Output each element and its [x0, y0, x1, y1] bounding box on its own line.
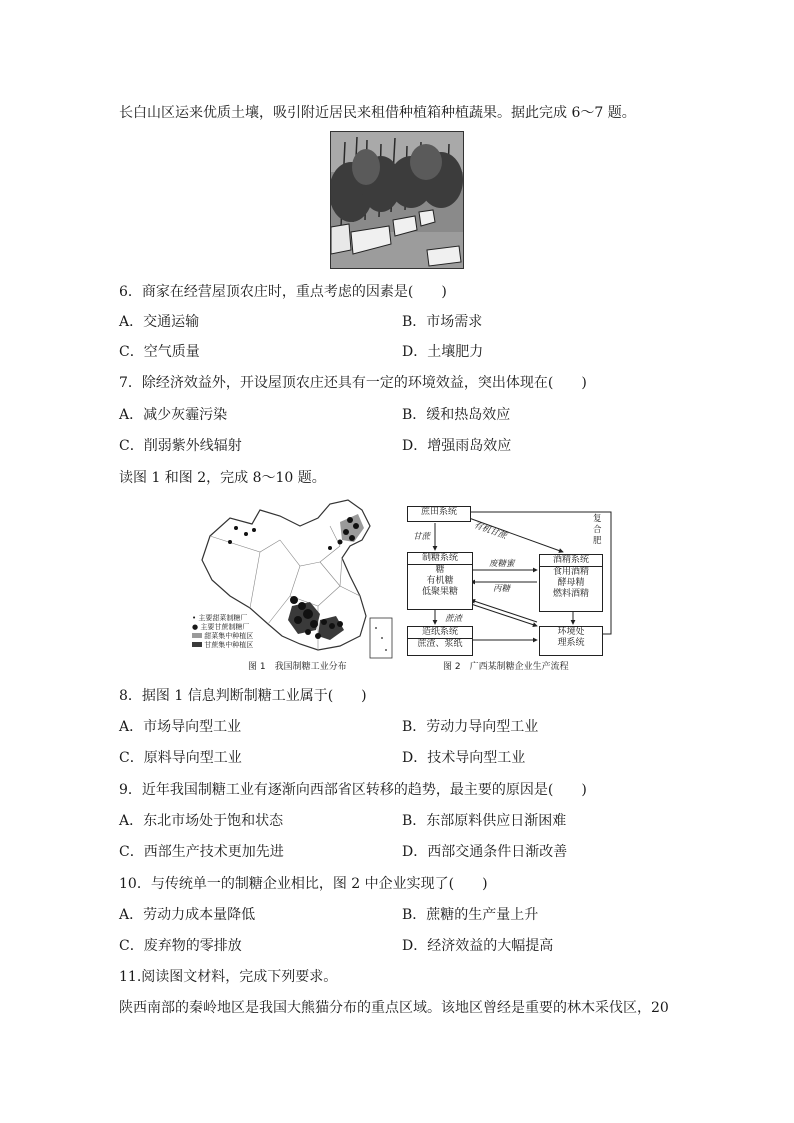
question-10-stem: 10．与传统单一的制糖企业相比，图 2 中企业实现了( ) — [119, 876, 488, 892]
box-item: 低聚果糖 — [421, 587, 458, 597]
box-item: 有机糖 — [426, 576, 454, 586]
legend-label: 主要甜菜制糖厂 — [198, 614, 248, 622]
question-7-stem: 7．除经济效益外，开设屋顶农庄还具有一定的环境效益，突出体现在( ) — [119, 375, 587, 391]
legend-beet-area — [192, 632, 288, 641]
q7-option-c[interactable]: C．削弱紫外线辐射 — [119, 438, 242, 454]
q6-option-a[interactable]: A．交通运输 — [119, 314, 200, 330]
q10-option-b[interactable]: B．蔗糖的生产量上升 — [402, 907, 539, 923]
box-item: 食用酒精 — [552, 567, 589, 577]
box-item: 蔗渣、浆纸 — [417, 639, 463, 649]
label-molasses: 废糖蜜 — [489, 559, 515, 569]
q8-option-a[interactable]: A．市场导向型工业 — [119, 719, 242, 735]
q9-option-d[interactable]: D．西部交通条件日渐改善 — [402, 844, 568, 860]
q9-option-a[interactable]: A．东北市场处于饱和状态 — [119, 813, 284, 829]
box-title: 制糖系统 — [408, 553, 472, 565]
q8-option-d[interactable]: D．技术导向型工业 — [402, 750, 526, 766]
q7-option-a[interactable]: A．减少灰霾污染 — [119, 407, 228, 423]
label-bagasse: 蔗渣 — [445, 614, 463, 624]
legend-label: 主要甘蔗制糖厂 — [200, 623, 250, 631]
gray-swatch-icon — [192, 633, 202, 638]
figure-1-caption: 图 1 我国制糖工业分布 — [248, 662, 347, 672]
figure-2-caption: 图 2 广西某制糖企业生产流程 — [443, 662, 569, 672]
box-title: 酒精系统 — [540, 555, 602, 567]
box-title: 造纸系统 — [408, 627, 472, 639]
figure-1-map — [190, 496, 398, 676]
box-item: 酵母精 — [557, 578, 585, 588]
question-11-stem: 11.阅读图文材料，完成下列要求。 — [119, 969, 338, 985]
q7-option-b[interactable]: B．缓和热岛效应 — [402, 407, 511, 423]
label-organic-sugarcane: 有机甘蔗 — [472, 520, 508, 542]
label-sugarcane: 甘蔗 — [413, 532, 431, 542]
q6-option-b[interactable]: B．市场需求 — [402, 314, 483, 330]
black-swatch-icon — [192, 642, 202, 647]
dot-icon: • — [192, 614, 197, 622]
label-compound-fertilizer — [593, 514, 602, 547]
paper-system-box — [407, 626, 473, 656]
label-acetone: 丙糖 — [493, 584, 511, 594]
legend-cane-area — [192, 641, 288, 650]
box-item: 糖 — [435, 565, 445, 575]
intro-text: 长白山区运来优质土壤，吸引附近居民来租借种植箱种植蔬果。据此完成 6～7 题。 — [119, 105, 636, 121]
q6-option-d[interactable]: D．土壤肥力 — [402, 344, 484, 360]
q8-option-c[interactable]: C．原料导向型工业 — [119, 750, 242, 766]
q10-option-d[interactable]: D．经济效益的大幅提高 — [402, 938, 554, 954]
q6-option-c[interactable]: C．空气质量 — [119, 344, 200, 360]
legend-label: 甘蔗集中种植区 — [204, 641, 254, 649]
environment-system-box — [539, 626, 603, 656]
legend-cane-factory — [192, 623, 288, 632]
question-9-stem: 9．近年我国制糖工业有逐渐向西部省区转移的趋势，最主要的原因是( ) — [119, 782, 587, 798]
q7-option-d[interactable]: D．增强雨岛效应 — [402, 438, 512, 454]
legend-beet-factory — [192, 614, 288, 623]
alcohol-system-box — [539, 554, 603, 612]
q9-option-c[interactable]: C．西部生产技术更加先进 — [119, 844, 284, 860]
q9-option-b[interactable]: B．东部原料供应日渐困难 — [402, 813, 567, 829]
rooftop-farm-photo — [330, 131, 464, 269]
sugar-system-box — [407, 552, 473, 610]
question-11-material: 陕西南部的秦岭地区是我国大熊猫分布的重点区域。该地区曾经是重要的林木采伐区，20 — [119, 1000, 669, 1016]
box-item: 环境处 — [557, 627, 585, 637]
q8-option-b[interactable]: B．劳动力导向型工业 — [402, 719, 539, 735]
label-char: 复 — [593, 514, 602, 524]
label-char: 合 — [593, 525, 602, 535]
dot-icon: ● — [192, 623, 199, 631]
q10-option-c[interactable]: C．废弃物的零排放 — [119, 938, 242, 954]
figure-2-flowchart — [403, 504, 617, 676]
field-system-box: 蔗田系统 — [407, 506, 471, 522]
legend-label: 甜菜集中种植区 — [204, 632, 254, 640]
q10-option-a[interactable]: A．劳动力成本量降低 — [119, 907, 256, 923]
label-char: 肥 — [593, 536, 602, 546]
question-6-stem: 6．商家在经营屋顶农庄时，重点考虑的因素是( ) — [119, 284, 447, 300]
question-8-stem: 8．据图 1 信息判断制糖工业属于( ) — [119, 688, 367, 704]
box-item: 理系统 — [557, 638, 585, 648]
read-figures-instruction: 读图 1 和图 2，完成 8～10 题。 — [119, 470, 326, 486]
box-item: 燃料酒精 — [552, 589, 589, 599]
